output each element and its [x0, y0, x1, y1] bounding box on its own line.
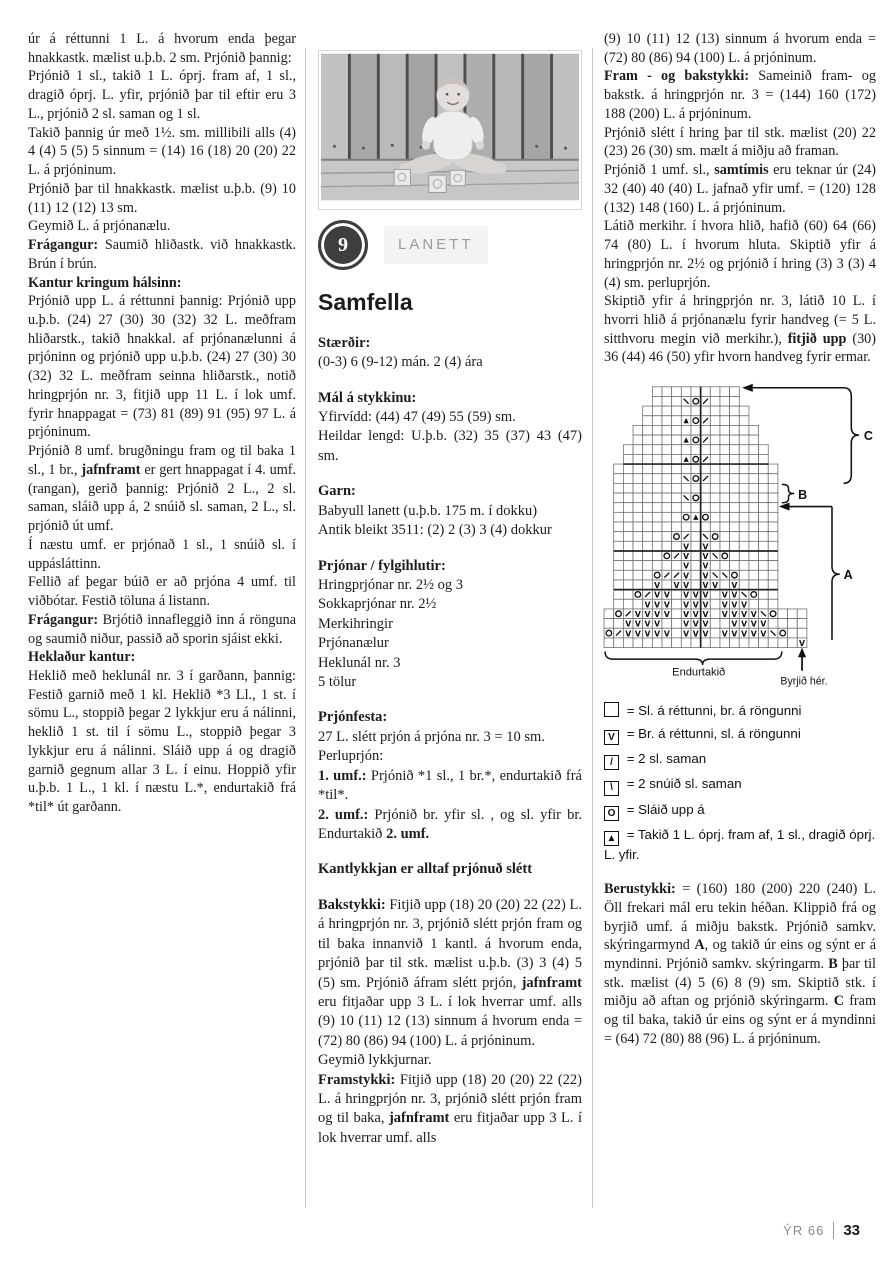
column-middle [318, 50, 582, 1148]
paragraph: Kantur kringum hálsinn: [28, 274, 182, 291]
legend-item-twisted-k2tog [604, 775, 876, 795]
svg-text:V: V [731, 629, 738, 639]
paragraph: Prjónið slétt í hring þar til stk. mælist (20) 22 (23) 26 (30) sm. mælt á miðju að framan. [604, 124, 876, 160]
svg-text:V: V [741, 629, 748, 639]
svg-text:V: V [750, 610, 757, 620]
svg-text:V: V [702, 542, 709, 552]
paragraph: Prjónar / fylgihlutir: [318, 557, 446, 574]
legend-item-slip-decrease [604, 826, 876, 864]
paragraph: Frágangur: Brjótið innafleggið inn á rönguna og saumið niður, passið að sporin sjáist ekki. [28, 611, 296, 647]
paragraph: Skiptið yfir á hringprjón nr. 3, látið 10 L. í hvorri hlið á prjónanælu fyrir handveg (= 5 L. sitthvoru megin við merkihr.), fitjið upp (30) 36 (44) 46 (50) yfir hvorn handveg fyrir ermar. [604, 293, 876, 366]
svg-text:V: V [654, 610, 661, 620]
knitting-chart [602, 381, 876, 698]
svg-text:V: V [625, 629, 632, 639]
svg-text:V: V [663, 629, 670, 639]
paragraph: Bakstykki: Fitjið upp (18) 20 (20) 22 (22) L. á hringprjón nr. 3, prjónið slétt prjón fram og til baka innanvið 1 kantl. á hvorum enda, prjónið þar til stk. mælist u.þ.b. (3) 3 (4) 5 (5) sm. Prjónið áfram slétt prjón, jafnframt eru fitjaðar upp 3 L. í lok hverrar umf. alls (9) 10 (11) 12 (13) sinnum á hvorum enda = (72) 80 (86) 94 (100) L. á prjóninum. [318, 896, 582, 1049]
svg-text:V: V [721, 629, 728, 639]
svg-text:V: V [799, 639, 806, 649]
paragraph: úr á réttunni 1 L. á hvorum enda þegar hnakkastk. mælist u.þ.b. 2 sm. Prjónið þannig: [28, 31, 296, 66]
svg-text:V: V [760, 619, 767, 629]
chart-legend [604, 702, 876, 864]
paragraph: Frágangur: Saumið hliðastk. við hnakkastk. Brún í brún. [28, 237, 296, 272]
svg-text:V: V [683, 619, 690, 629]
svg-text:V: V [644, 610, 651, 620]
paragraph: Kantlykkjan er alltaf prjónuð slétt [318, 861, 533, 878]
svg-text:V: V [702, 571, 709, 581]
column-rule-left [305, 48, 306, 1208]
svg-text:V: V [692, 619, 699, 629]
footer-divider [833, 1222, 834, 1239]
svg-text:V: V [654, 629, 661, 639]
paragraph: Garn: [318, 483, 356, 500]
column-left [28, 30, 296, 817]
paragraph: Takið þannig úr með 1½. sm. millibili alls (4) 4 (4) 5 (5) 5 sinnum = (14) 16 (18) 20 (20) 22 L. á prjóninum. [28, 124, 296, 179]
paragraph: Babyull lanett (u.þ.b. 175 m. í dokku) [318, 502, 538, 519]
paragraph: Fram - og bakstykki: Sameinið fram- og bakstk. á hringprjón nr. 3 = (144) 160 (172) 188 (200) L. á prjóninum. [604, 68, 876, 122]
baby-photo [318, 50, 582, 210]
legend-text: = 2 sl. saman [623, 751, 707, 767]
knitting-chart-diagram [602, 381, 892, 692]
svg-text:V: V [741, 600, 748, 610]
paragraph: Yfirvídd: (44) 47 (49) 55 (59) sm. [318, 408, 516, 425]
svg-text:V: V [721, 590, 728, 600]
paragraph: Mál á stykkinu: [318, 389, 417, 406]
svg-text:V: V [702, 581, 709, 591]
svg-text:V: V [731, 600, 738, 610]
svg-text:V: V [644, 619, 651, 629]
pattern-number-badge [318, 220, 368, 270]
column-rule-right [592, 48, 593, 1208]
paragraph: Merkihringir [318, 615, 393, 632]
paragraph: 27 L. slétt prjón á prjóna nr. 3 = 10 sm. [318, 728, 545, 745]
paragraph: 2. umf.: Prjónið br. yfir sl. , og sl. yfir br. Endurtakið 2. umf. [318, 806, 582, 842]
svg-text:V: V [654, 581, 661, 591]
slip-decrease-icon: ▲ [604, 831, 619, 846]
paragraph: Sokkaprjónar nr. 2½ [318, 596, 437, 613]
svg-text:V: V [683, 610, 690, 620]
svg-text:V: V [654, 619, 661, 629]
paragraph: Heklunál nr. 3 [318, 654, 401, 671]
column-right [604, 30, 876, 1049]
k2tog-icon: / [604, 755, 619, 770]
paragraph: Heklaður kantur: [28, 649, 136, 666]
svg-text:V: V [721, 600, 728, 610]
svg-text:V: V [741, 619, 748, 629]
svg-text:A: A [843, 568, 853, 583]
paragraph: Antik bleikt 3511: (2) 2 (3) 3 (4) dokkur [318, 522, 552, 539]
paragraph: Heildar lengd: U.þ.b. (32) 35 (37) 43 (47) sm. [318, 428, 582, 464]
svg-text:V: V [692, 629, 699, 639]
paragraph: Geymið lykkjurnar. [318, 1052, 432, 1069]
spacer [318, 541, 582, 557]
svg-text:V: V [654, 590, 661, 600]
svg-text:V: V [750, 629, 757, 639]
paragraph: Berustykki: = (160) 180 (200) 220 (240) L. Öll frekari mál eru tekin héðan. Klippið frá og byrjið umf. á miðju bakstk. Prjónið samkv. skýringarmynd A, og takið úr eins og sýnt er á myndinni. Prjónið samkv. skýringarm. B þar til stk. mælist (4) 5 (6) 8 (9) sm. Skiptið stk. í miðju að aftan og prjónið skýringarm. C fram og til baka, takið úr eins og sýnt er á myndinni = (64) 72 (80) 88 (96) L. á prjóninum. [604, 881, 876, 1047]
paragraph: Heklið með heklunál nr. 3 í garðann, þannig: Festið garnið með 1 kl. Heklið *3 Ll., 1 st. í sömu L., stoppið þegar 2 lykkjur eru á nálinni, heklið 1 st. til í sömu L., stoppið þegar 3 lykkjur eru á nálinni. Sláið upp á og dragið garnið gegnum allar 3 L. í einu. Hoppið yfir u.þ.b. 1 L., 1 kl. í næstu L.*, endurtakið frá *til* út garðann. [28, 667, 296, 816]
svg-text:V: V [731, 590, 738, 600]
svg-text:V: V [712, 581, 719, 591]
spacer [318, 880, 582, 896]
legend-item-k2tog [604, 750, 876, 770]
svg-text:V: V [702, 600, 709, 610]
svg-text:V: V [634, 629, 641, 639]
svg-text:V: V [750, 619, 757, 629]
svg-text:V: V [702, 590, 709, 600]
legend-text: = Takið 1 L. óprj. fram af, 1 sl., dragið óprj. L. yfir. [604, 826, 876, 863]
svg-text:V: V [741, 610, 748, 620]
legend-item-knit [604, 702, 876, 720]
svg-text:C: C [863, 429, 873, 444]
paragraph: Stærðir: [318, 334, 371, 351]
legend-item-purl [604, 725, 876, 745]
svg-text:V: V [702, 619, 709, 629]
svg-text:V: V [702, 610, 709, 620]
legend-text: = Br. á réttunni, sl. á röngunni [623, 725, 801, 741]
paragraph: Framstykki: Fitjið upp (18) 20 (20) 22 (22) L. á hringprjón nr. 3, prjónið slétt prjón fram og til baka, jafnframt eru fitjaðar upp 3 L. í lok hverrar umf. alls [318, 1071, 582, 1146]
svg-text:V: V [683, 581, 690, 591]
svg-text:V: V [683, 571, 690, 581]
paragraph: Prjónið þar til hnakkastk. mælist u.þ.b. (9) 10 (11) 12 (12) 13 sm. [28, 180, 296, 216]
spacer [318, 466, 582, 482]
svg-text:V: V [731, 581, 738, 591]
svg-text:V: V [702, 629, 709, 639]
svg-text:V: V [673, 581, 680, 591]
svg-text:V: V [634, 619, 641, 629]
svg-text:V: V [683, 561, 690, 571]
svg-text:V: V [644, 600, 651, 610]
svg-text:Endurtakið: Endurtakið [672, 666, 726, 679]
right-col-text-top [604, 30, 876, 367]
paragraph: Prjónið 1 sl., takið 1 L. óprj. fram af, 1 sl., dragið óprj. L. yfir, prjónið þar til eftir eru 3 L., prjónið 2 sl. saman og 1 sl. [28, 68, 296, 122]
legend-item-yarnover [604, 801, 876, 821]
svg-text:V: V [663, 600, 670, 610]
spacer [318, 692, 582, 708]
svg-text:V: V [654, 600, 661, 610]
svg-text:V: V [644, 629, 651, 639]
paragraph: Prjónið upp L. á réttunni þannig: Prjónið upp u.þ.b. (24) 27 (30) 30 (32) 32 L. meðfram hliðarstk., takið hnakkal. af prjónanælunni á prjóninn og prjónið upp u.þ.b. (24) 27 (30) 30 (32) 32 L. meðfram seinna hliðarstk., notið hringprjón nr. 3, fitjið upp 11 L. í lok umf. fyrir hnappagat = (73) 81 (89) 91 (95) 97 L. á prjóninum. [28, 293, 296, 441]
svg-text:V: V [663, 610, 670, 620]
svg-text:V: V [683, 629, 690, 639]
paragraph: Látið merkihr. í hvora hlið, hafið (60) 64 (66) 74 (80) L. í hvorum hluta. Skiptið yfir á hringprjón nr. 2½ og prjónið í hring (3) 3 (3) 4 (4) sm. perluprjón. [604, 218, 876, 291]
pattern-title: Samfella [318, 289, 413, 316]
paragraph: Prjónið 8 umf. brugðningu fram og til baka 1 sl., 1 br., jafnframt er gert hnappagat í 4. umf. (rangan), gerið þannig: Prjónið 2 L., 2 sl. saman, sláið upp á, 2 snúið sl. saman, 2 L., sl. prjónið út umf. [28, 443, 296, 535]
svg-text:Byrjið hér.: Byrjið hér. [780, 675, 828, 688]
svg-text:V: V [731, 619, 738, 629]
paragraph: 1. umf.: Prjónið *1 sl., 1 br.*, endurtakið frá *til*. [318, 767, 582, 804]
svg-text:V: V [683, 590, 690, 600]
pattern-badge-row [318, 220, 582, 270]
page-number: 33 [843, 1222, 860, 1239]
legend-text: = 2 snúið sl. saman [623, 776, 742, 792]
paragraph: Í næstu umf. er prjónað 1 sl., 1 snúið sl. í uppásláttinn. [28, 536, 296, 572]
paragraph: Prjónfesta: [318, 709, 388, 726]
svg-text:V: V [683, 600, 690, 610]
svg-text:B: B [798, 488, 808, 503]
paragraph: 5 tölur [318, 674, 357, 691]
paragraph: Perluprjón: [318, 748, 384, 765]
knit-icon [604, 702, 619, 717]
svg-text:V: V [692, 610, 699, 620]
brand-label [384, 226, 488, 264]
paragraph: Prjónið 1 umf. sl., samtímis eru teknar úr (24) 32 (40) 40 (40) L. jafnað yfir umf. = (120) 128 (132) 148 (160) L. á prjóninum. [604, 162, 876, 216]
paragraph: Prjónanælur [318, 635, 389, 652]
page-footer [700, 1222, 860, 1239]
svg-text:V: V [702, 552, 709, 562]
paragraph: Hringprjónar nr. 2½ og 3 [318, 576, 463, 593]
yarnover-icon: O [604, 806, 619, 821]
legend-text: = Sláið upp á [623, 801, 705, 817]
purl-icon: V [604, 730, 619, 745]
svg-text:V: V [721, 610, 728, 620]
svg-text:V: V [625, 619, 632, 629]
svg-text:V: V [731, 610, 738, 620]
spacer [318, 373, 582, 389]
right-col-text-bottom [604, 880, 876, 1049]
svg-text:V: V [663, 590, 670, 600]
magazine-issue: ÝR 66 [783, 1223, 825, 1238]
paragraph: (0-3) 6 (9-12) mán. 2 (4) ára [318, 354, 483, 371]
baby-photo-image [321, 53, 579, 201]
svg-text:V: V [692, 590, 699, 600]
svg-text:V: V [760, 629, 767, 639]
spacer [318, 844, 582, 860]
svg-text:V: V [702, 561, 709, 571]
pattern-number: 9 [338, 234, 348, 257]
twisted-k2tog-icon: \ [604, 781, 619, 796]
paragraph: Geymið L. á prjónanælu. [28, 218, 171, 235]
svg-text:V: V [692, 600, 699, 610]
svg-text:V: V [634, 610, 641, 620]
paragraph: Fellið af þegar búið er að prjóna 4 umf. til viðbótar. Festið töluna á listann. [28, 574, 296, 610]
paragraph: (9) 10 (11) 12 (13) sinnum á hvorum enda = (72) 80 (86) 94 (100) L. á prjóninum. [604, 31, 876, 66]
svg-text:V: V [683, 552, 690, 562]
brand-name: LANETT [398, 236, 474, 254]
svg-text:V: V [683, 542, 690, 552]
legend-text: = Sl. á réttunni, br. á röngunni [623, 702, 802, 718]
middle-col-text [318, 290, 582, 1148]
